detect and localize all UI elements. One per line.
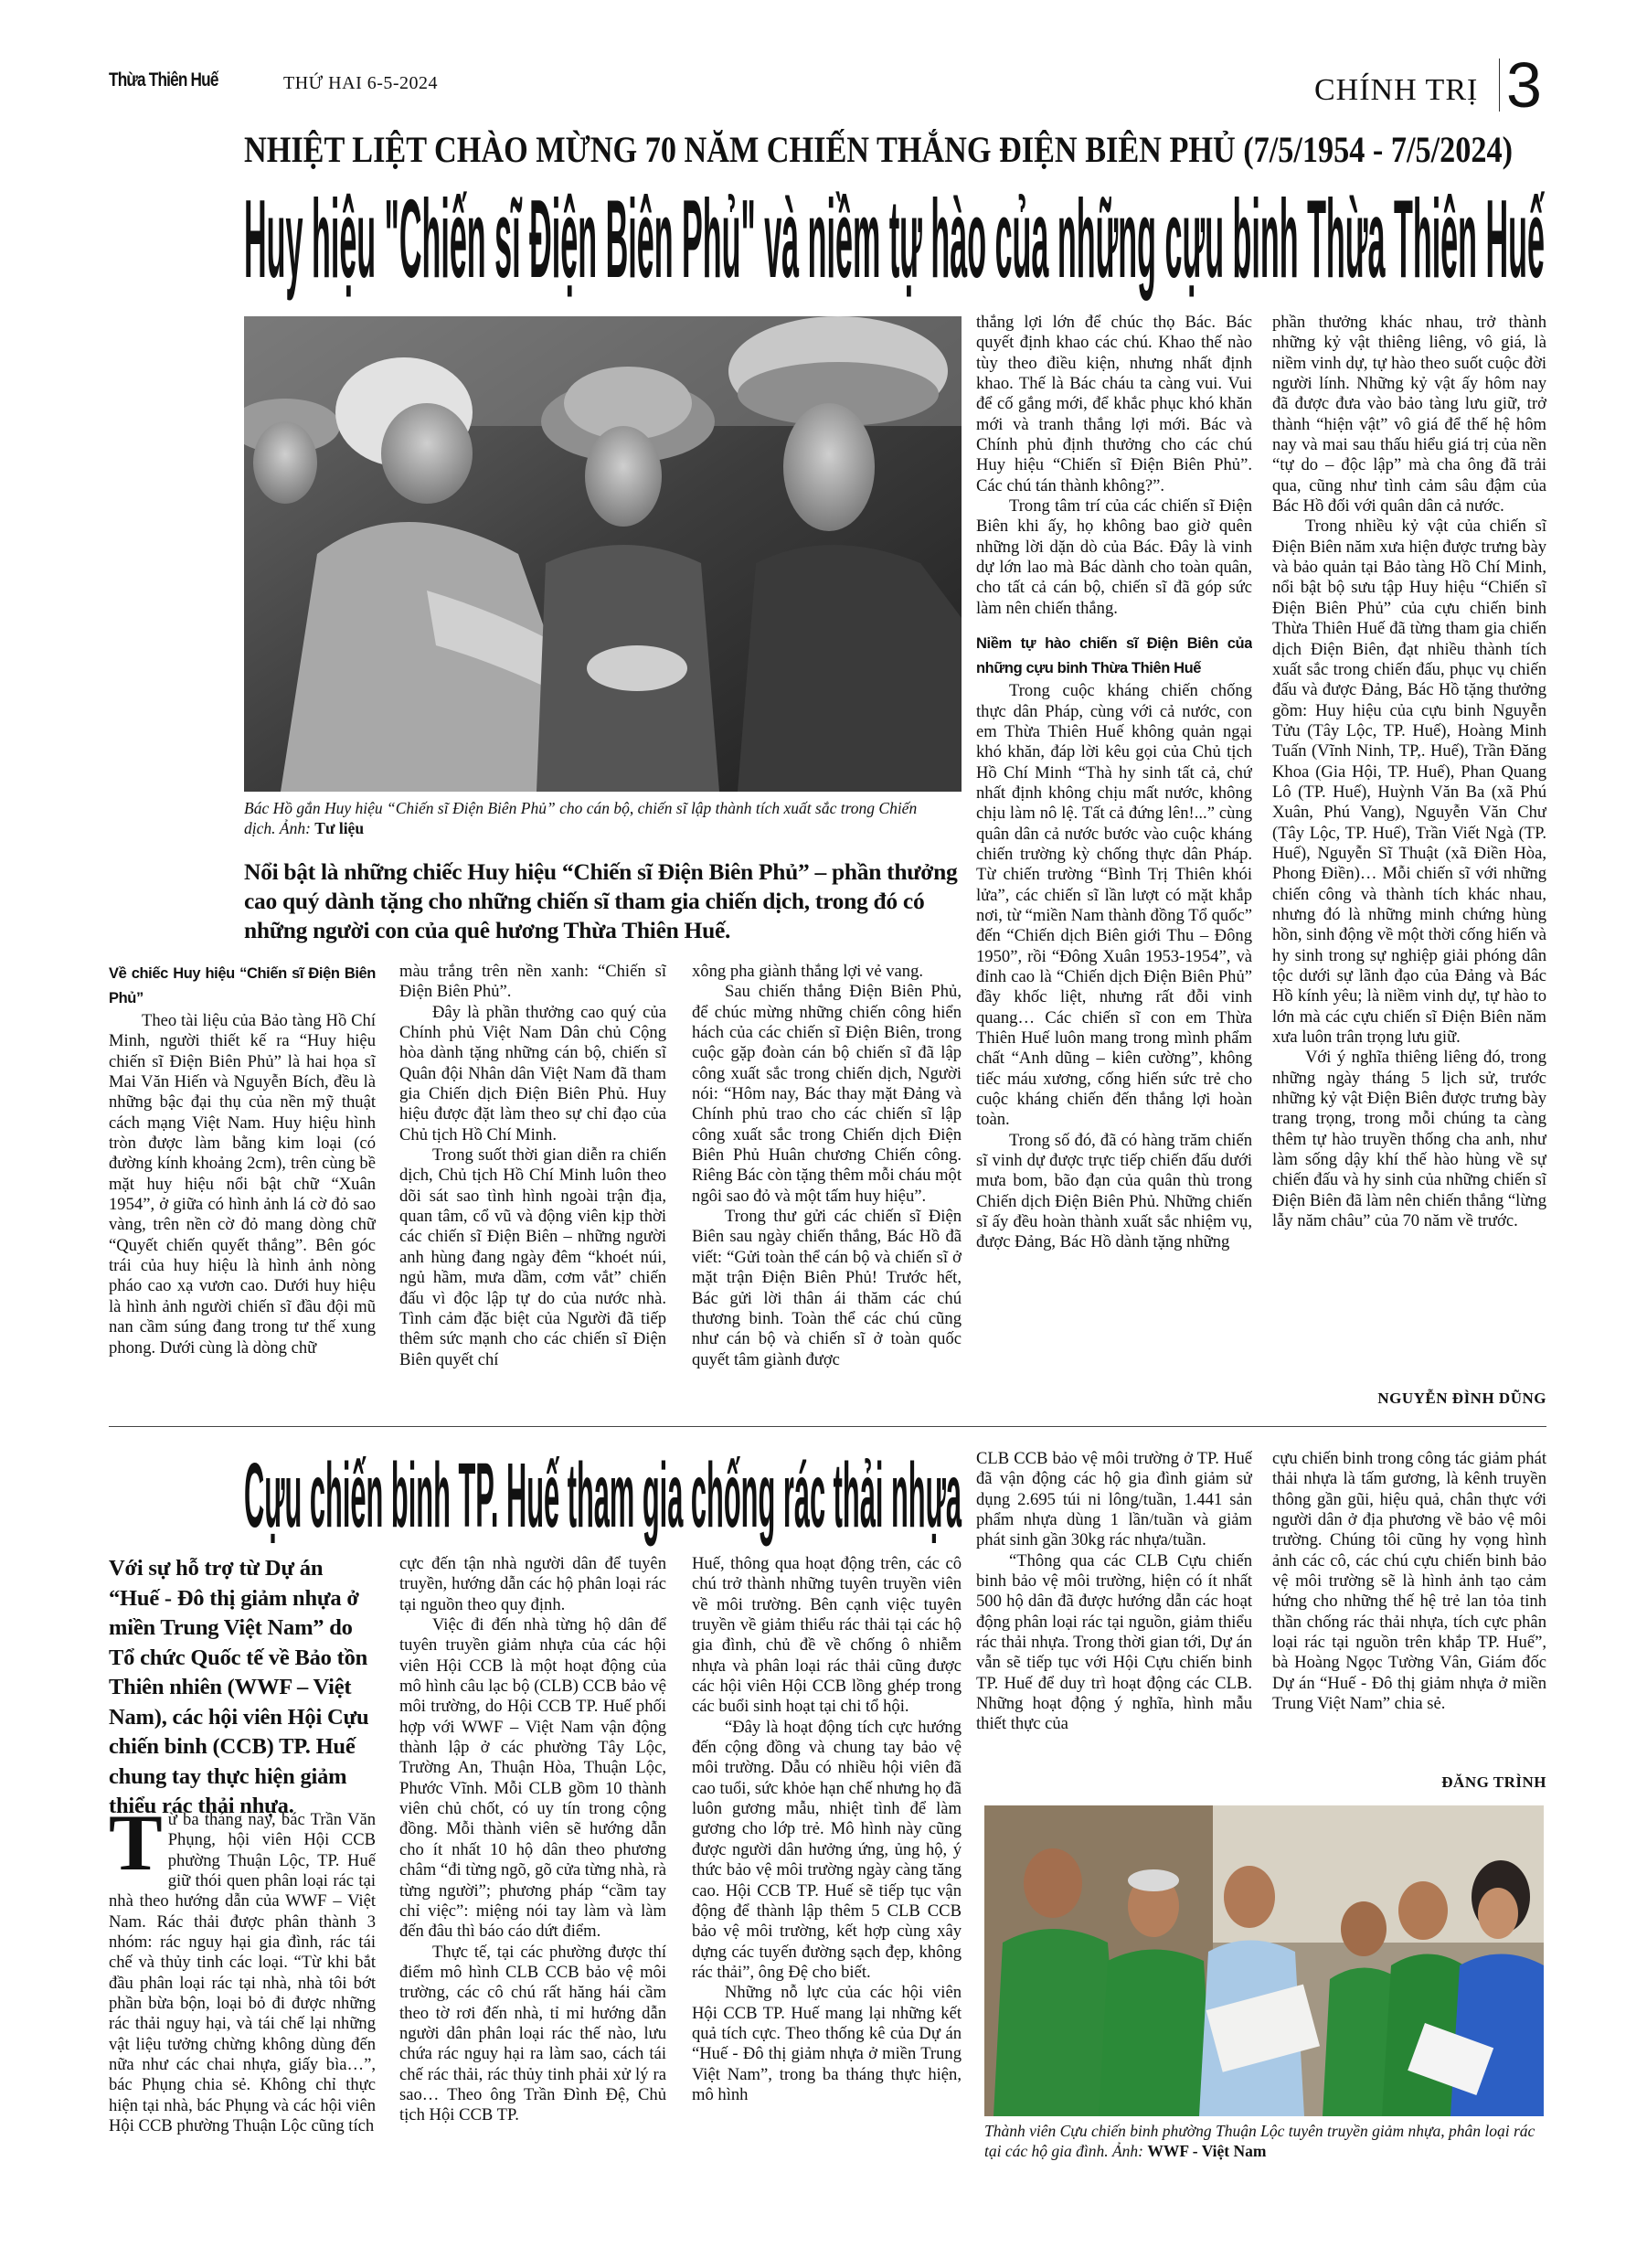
paragraph: cựu chiến binh trong công tác giảm phát thải nhựa là tấm gương, là kênh truyền thông gần gũi, hiệu quả, chân thực với người dân ở địa phương về bảo vệ môi trường. Chúng tôi cũng hy vọng hình ảnh các cô, các chú cựu chiến binh bảo vệ môi trường sẽ là hình ảnh tạo cảm hứng cho những thế hệ trẻ lan tỏa tinh thần chống rác thải nhựa, tích cực phân loại rác tại nguồn trên khắp TP. Huế”, bà Hoàng Ngọc Tường Vân, Giám đốc Dự án “Huế - Đô thị giảm nhựa ở miền Trung Việt Nam” chia sẻ. xyxy=(1272,1449,1546,1714)
issue-date: THỨ HAI 6-5-2024 xyxy=(283,73,439,93)
article2-column-1 xyxy=(109,1810,376,2185)
subheading: Niềm tự hào chiến sĩ Điện Biên của những cựu binh Thừa Thiên Huế xyxy=(976,635,1252,677)
photo-credit: Tư liệu xyxy=(314,819,365,837)
veterans-photo-image xyxy=(984,1805,1544,2116)
drop-cap: T xyxy=(109,1810,163,1888)
paragraph: “Đây là hoạt động tích cực hướng đến cộng đồng và chung tay bảo vệ môi trường. Dẫu có nhiều hội viên đã cao tuổi, sức khỏe hạn chế nhưng họ đã luôn gương mẫu, nhiệt tình để làm gương cho lớp trẻ. Mô hình này cũng được người dân hưởng ứng, ủng hộ, ý thức bảo vệ môi trường ngày càng tăng cao. Hội CCB TP. Huế sẽ tiếp tục vận động để thành lập thêm 5 CLB CCB bảo vệ môi trường, kết hợp cùng xây dựng các tuyến đường sạch đẹp, không rác thải”, ông Đệ cho biết. xyxy=(692,1717,962,1982)
headline-text: Huy hiệu "Chiến sĩ Điện Biên Phủ" và niềm tự hào của những cựu binh Thừa Thiên Huế xyxy=(244,176,1545,301)
paragraph: Trong số đó, đã có hàng trăm chiến sĩ vinh dự được trực tiếp chiến đấu dưới mưa bom, bão đạn của quân thù trong Chiến dịch Điện Biên Phủ. Những chiến sĩ ấy đều hoàn thành xuất sắc nhiệm vụ, được Đảng, Bác Hồ dành tặng những xyxy=(976,1130,1252,1252)
article1-column-4 xyxy=(976,313,1252,1417)
paragraph: Trong nhiều kỷ vật của chiến sĩ Điện Biên năm xưa hiện được trưng bày và bảo quản tại Bảo tàng Hồ Chí Minh, nổi bật bộ sưu tập Huy hiệu “Chiến sĩ Điện Biên Phủ” của cựu chiến binh Thừa Thiên Huế đã từng tham gia chiến dịch Điện Biên, đạt nhiều thành tích xuất sắc trong chiến đấu, phục vụ chiến đấu và được Đảng, Bác Hồ tặng thưởng gồm: Huy hiệu của cựu binh Nguyễn Tửu (Tây Lộc, TP. Huế), Hoàng Minh Tuấn (Vĩnh Ninh, TP,. Huế), Trần Đăng Khoa (Gia Hội, TP. Huế), Phan Quang Lô (TP. Huế), Huỳnh Văn Ba (xã Phú Xuân, Phú Vang), Nguyễn Văn Chư (Tây Lộc, TP. Huế), Trần Viết Ngà (TP. Huế), Nguyễn Sĩ Thuật (xã Điền Hòa, Phong Điền)… Mỗi chiến sĩ với những chiến công và thành tích khác nhau, nhưng đó là những minh chứng hùng hồn, sinh động về một thời cống hiến và hy sinh trong sự nghiệp giải phóng dân tộc dưới sự lãnh đạo của Đảng và Bác Hồ kính yêu; là niềm vinh dự, tự hào to lớn mà các cựu chiến sĩ Điện Biên năm xưa luôn trân trọng lưu giữ. xyxy=(1272,516,1546,1048)
paragraph: Với ý nghĩa thiêng liêng đó, trong những ngày tháng 5 lịch sử, trước những kỷ vật Điện Biên được trưng bày trang trọng, trong mỗi chúng ta càng thêm tự hào truyền thống cha anh, như làm sống dậy khí thế hào hùng về sự chiến đấu và hy sinh của những chiến sĩ Điện Biên đã làm nên chiến thắng “lừng lẫy năm châu” của 70 năm về trước. xyxy=(1272,1048,1546,1231)
article1-photo xyxy=(244,316,962,792)
article2-photo xyxy=(984,1805,1544,2116)
paragraph: Huế, thông qua hoạt động trên, các cô chú trở thành những tuyên truyền viên về môi trường. Bên cạnh việc tuyên truyền về giảm thiểu rác thải tại các hộ gia đình, chủ đề về chống ô nhiễm nhựa và phân loại rác thải cũng được các hội viên Hội CCB lồng ghép trong các buổi sinh hoạt tại chi tổ hội. xyxy=(692,1554,962,1717)
article2-column-5 xyxy=(1272,1449,1546,1760)
article1-column-5 xyxy=(1272,313,1546,1373)
paragraph: Trong suốt thời gian diễn ra chiến dịch, Chủ tịch Hồ Chí Minh luôn theo dõi sát sao tình hình ngoài trận địa, quan tâm, cổ vũ và động viên kịp thời các chiến sĩ Điện Biên – những người anh hùng đang ngày đêm “khoét núi, ngủ hầm, mưa dầm, cơm vắt” chiến đấu vì độc lập tự do của nước nhà. Tình cảm đặc biệt của Người đã tiếp thêm sức mạnh cho các chiến sĩ Điện Biên quyết chí xyxy=(399,1145,666,1369)
headline-text: Cựu chiến binh TP. Huế tham gia chống rác thải nhựa xyxy=(244,1444,962,1547)
article2-headline xyxy=(244,1446,962,1545)
paragraph: phần thưởng khác nhau, trở thành những kỷ vật thiêng liêng, vô giá, là niềm vinh dự, tự hào theo suốt cuộc đời người lính. Những kỷ vật ấy hôm nay đã được đưa vào bảo tàng lưu giữ, trở thành “hiện vật” vô giá để thế hệ hôm nay và mai sau thấu hiểu giá trị của nền “tự do – độc lập” mà cha ông đã trải qua, cũng như tình cảm sâu đậm của Bác Hồ đối với quân dân cả nước. xyxy=(1272,313,1546,516)
paragraph: “Thông qua các CLB Cựu chiến binh bảo vệ môi trường, hiện có ít nhất 500 hộ dân đã được hướng dẫn các hoạt động phân loại rác tại nguồn, giảm thiểu rác thải nhựa. Trong thời gian tới, Dự án vẫn sẽ tiếp tục với Hội Cựu chiến binh TP. Huế để duy trì hoạt động các CLB. Những hoạt động ý nghĩa, hình mẫu thiết thực của xyxy=(976,1550,1252,1734)
paragraph: ừ ba tháng nay, bác Trần Văn Phụng, hội viên Hội CCB phường Thuận Lộc, TP. Huế giữ thói quen phân loại rác tại nhà theo hướng dẫn của WWF – Việt Nam. Rác thải được phân thành 3 nhóm: rác nguy hại gia đình, rác tái chế và thủy tinh các loại. “Từ khi bắt đầu phân loại rác tại nhà, nhà tôi bớt phần bừa bộn, loại bỏ đi được những rác thải nguy hại, và tái chế lại những vật liệu tưởng chừng không dùng đến nữa như các chai nhựa, giấy bìa…”, bác Phụng chia sẻ. Không chỉ thực hiện tại nhà, bác Phụng và các hội viên Hội CCB phường Thuận Lộc cũng tích xyxy=(109,1810,376,2136)
paragraph: Việc đi đến nhà từng hộ dân để tuyên truyền giảm nhựa của các hội viên Hội CCB là một hoạt động của mô hình câu lạc bộ (CLB) CCB bảo vệ môi trường, do Hội CCB TP. Huế phối hợp với WWF – Việt Nam vận động thành lập ở các phường Tây Lộc, Trường An, Thuận Hòa, Thuận Lộc, Phước Vĩnh. Mỗi CLB gồm 10 thành viên chủ chốt, có uy tín trong cộng đồng. Mỗi thành viên sẽ hướng dẫn cho ít nhất 10 hộ dân theo phương châm “đi từng ngõ, gõ cửa từng nhà, rà từng người”; phương pháp “cầm tay chỉ việc”: miệng nói tay làm và làm đến đâu thì báo cáo dứt điểm. xyxy=(399,1615,666,1942)
article2-column-2 xyxy=(399,1554,666,2185)
kicker-banner xyxy=(244,128,1513,172)
article1-byline: NGUYỄN ĐÌNH DŨNG xyxy=(1377,1390,1546,1407)
photo-credit: WWF - Việt Nam xyxy=(1147,2142,1267,2160)
article2-sapo: Với sự hỗ trợ từ Dự án “Huế - Đô thị giảm nhựa ở miền Trung Việt Nam” do Tổ chức Quốc tế về Bảo tồn Thiên nhiên (WWF – Việt Nam), các hội viên Hội Cựu chiến binh (CCB) TP. Huế chung tay thực hiện giảm thiểu rác thải nhựa. xyxy=(109,1556,369,1818)
header-divider xyxy=(1499,59,1500,112)
paragraph: màu trắng trên nền xanh: “Chiến sĩ Điện Biên Phủ”. xyxy=(399,962,666,1002)
article1-column-1 xyxy=(109,962,376,1415)
article2-byline: ĐĂNG TRÌNH xyxy=(1441,1773,1546,1791)
caption-text: Bác Hồ gắn Huy hiệu “Chiến sĩ Điện Biên Phủ” cho cán bộ, chiến sĩ lập thành tích xuất sắc trong Chiến dịch. Ảnh: xyxy=(244,799,918,837)
paragraph: Những nỗ lực của các hội viên Hội CCB TP. Huế mang lại những kết quả tích cực. Theo thống kê của Dự án “Huế - Đô thị giảm nhựa ở miền Trung Việt Nam”, trong ba tháng thực hiện, mô hình xyxy=(692,1983,962,2104)
kicker-text: NHIỆT LIỆT CHÀO MỪNG 70 NĂM CHIẾN THẮNG ĐIỆN BIÊN PHỦ (7/5/1954 - 7/5/2024) xyxy=(244,129,1513,170)
page-number: 3 xyxy=(1506,49,1542,121)
paragraph: Thực tế, tại các phường được thí điểm mô hình CLB CCB bảo vệ môi trường, các cô chú rất hăng hái cầm theo tờ rơi đến nhà, tỉ mỉ hướng dẫn người dân phân loại rác thế nào, lưu chứa rác nguy hại ra làm sao, cách tái chế rác thải, rác thủy tinh phải xử lý ra sao… Theo ông Trần Đình Đệ, Chủ tịch Hội CCB TP. xyxy=(399,1942,666,2125)
article1-photo-caption xyxy=(244,798,939,838)
paragraph: Trong thư gửi các chiến sĩ Điện Biên sau ngày chiến thắng, Bác Hồ đã viết: “Gửi toàn thể cán bộ và chiến sĩ ở mặt trận Điện Biên Phủ! Trước hết, Bác gửi lời thân ái thăm các chú thương binh. Toàn thể các chú cũng như cán bộ và chiến sĩ ở toàn quốc quyết tâm giành được xyxy=(692,1207,962,1369)
caption-text: Thành viên Cựu chiến binh phường Thuận Lộc tuyên truyền giảm nhựa, phân loại rác tại các hộ gia đình. Ảnh: xyxy=(984,2122,1535,2160)
paragraph: cực đến tận nhà người dân để tuyên truyền, hướng dẫn các hộ phân loại rác tại nguồn theo quy định. xyxy=(399,1554,666,1614)
paragraph: Theo tài liệu của Bảo tàng Hồ Chí Minh, người thiết kế ra “Huy hiệu chiến sĩ Điện Biên Phủ” là hai họa sĩ Mai Văn Hiến và Nguyễn Bích, đều là những bậc đại thụ của nền mỹ thuật cách mạng Việt Nam. Huy hiệu hình tròn được làm bằng kim loại (có đường kính khoảng 2cm), trên cùng bề mặt huy hiệu nổi bật chữ “Xuân 1954”, ở giữa có hình ảnh lá cờ đỏ sao vàng, trên nền cờ đỏ mang dòng chữ “Quyết chiến quyết thắng”. Bên góc trái của huy hiệu là hình ảnh nòng pháo cao xạ vươn cao. Dưới huy hiệu là hình ảnh người chiến sĩ đầu đội mũ nan cầm súng đang trong tư thế xung phong. Dưới cùng là dòng chữ xyxy=(109,1011,376,1358)
subheading: Về chiếc Huy hiệu “Chiến sĩ Điện Biên Phủ” xyxy=(109,965,376,1006)
historical-photo-image xyxy=(244,316,962,792)
paragraph: xông pha giành thắng lợi vẻ vang. xyxy=(692,962,924,981)
article1-column-2 xyxy=(399,962,666,1415)
article-divider xyxy=(109,1426,1546,1427)
article2-column-4 xyxy=(976,1449,1252,1796)
paragraph: CLB CCB bảo vệ môi trường ở TP. Huế đã vận động các hộ gia đình giảm sử dụng 2.695 túi ni lông/tuần, 1.441 sản phẩm nhựa dùng 1 lần/tuần và giảm phát sinh gần 30kg rác nhựa/tuần. xyxy=(976,1449,1252,1550)
paragraph: Trong cuộc kháng chiến chống thực dân Pháp, cùng với cả nước, con em Thừa Thiên Huế không quản ngại khó khăn, đáp lời kêu gọi của Chủ tịch Hồ Chí Minh “Thà hy sinh tất cả, chứ nhất định không chịu mất nước, không chịu làm nô lệ. Tất cả đứng lên!...” cùng quân dân cả nước bước vào cuộc kháng chiến trường kỳ chống thực dân Pháp. Từ chiến trường “Bình Trị Thiên khói lửa”, các chiến sĩ lần lượt có mặt khắp nơi, từ “miền Nam thành đồng Tổ quốc” đến “Chiến dịch Biên giới Thu – Đông 1950”, rồi “Đông Xuân 1953-1954”, và đỉnh cao là “Chiến dịch Điện Biên Phủ” đầy khốc liệt, nhưng rất đỗi vinh quang… Các chiến sĩ con em Thừa Thiên Huế luôn mang trong mình phẩm chất “Anh dũng – kiên cường”, không tiếc máu xương, cống hiến sức trẻ cho cuộc kháng chiến đến thắng lợi hoàn toàn. xyxy=(976,681,1252,1130)
article2-photo-caption xyxy=(984,2121,1544,2161)
section-name: CHÍNH TRỊ xyxy=(1314,73,1479,107)
paragraph: Đây là phần thưởng cao quý của Chính phủ Việt Nam Dân chủ Cộng hòa dành tặng những cán bộ, chiến sĩ Quân đội Nhân dân Việt Nam đã tham gia Chiến dịch Điện Biên Phủ. Huy hiệu được đặt làm theo sự chỉ đạo của Chủ tịch Hồ Chí Minh. xyxy=(399,1002,666,1145)
paragraph: thắng lợi lớn để chúc thọ Bác. Bác quyết định khao các chú. Khao thế nào tùy theo điều kiện, nhưng nhất định khao. Thế là Bác cháu ta càng vui. Vui để cố gắng mới, để khắc phục khó khăn mới và tranh thắng lợi mới. Bác và Chính phủ định thưởng cho các chú Huy hiệu “Chiến sĩ Điện Biên Phủ”. Các chú tán thành không?”. xyxy=(976,313,1252,495)
paragraph: Sau chiến thắng Điện Biên Phủ, để chúc mừng những chiến công hiển hách của các chiến sĩ Điện Biên, trong cuộc gặp đoàn cán bộ chiến sĩ đã lập công xuất sắc trong chiến dịch, Người nói: “Hôm nay, Bác thay mặt Đảng và Chính phủ trao cho các chiến sĩ lập công xuất sắc trong Chiến dịch Điện Biên Phủ Huân chương Chiến công. Riêng Bác còn tặng thêm mỗi cháu một ngôi sao đỏ và một tấm huy hiệu”. xyxy=(692,982,962,1206)
article2-column-3 xyxy=(692,1554,962,2185)
article1-column-3 xyxy=(692,962,962,1415)
newspaper-masthead: Thừa Thiên Huế xyxy=(109,69,218,91)
article1-headline xyxy=(244,176,1545,301)
article1-sapo: Nổi bật là những chiếc Huy hiệu “Chiến sĩ Điện Biên Phủ” – phần thưởng cao quý dành tặng cho những chiến sĩ tham gia chiến dịch, trong đó có những người con của quê hương Thừa Thiên Huế. xyxy=(244,858,958,943)
paragraph: Trong tâm trí của các chiến sĩ Điện Biên khi ấy, họ không bao giờ quên những lời dặn dò của Bác. Đây là vinh dự lớn lao mà Bác dành cho toàn quân, cho tất cả cán bộ, chiến sĩ đã góp sức làm nên chiến thắng. xyxy=(976,496,1252,618)
